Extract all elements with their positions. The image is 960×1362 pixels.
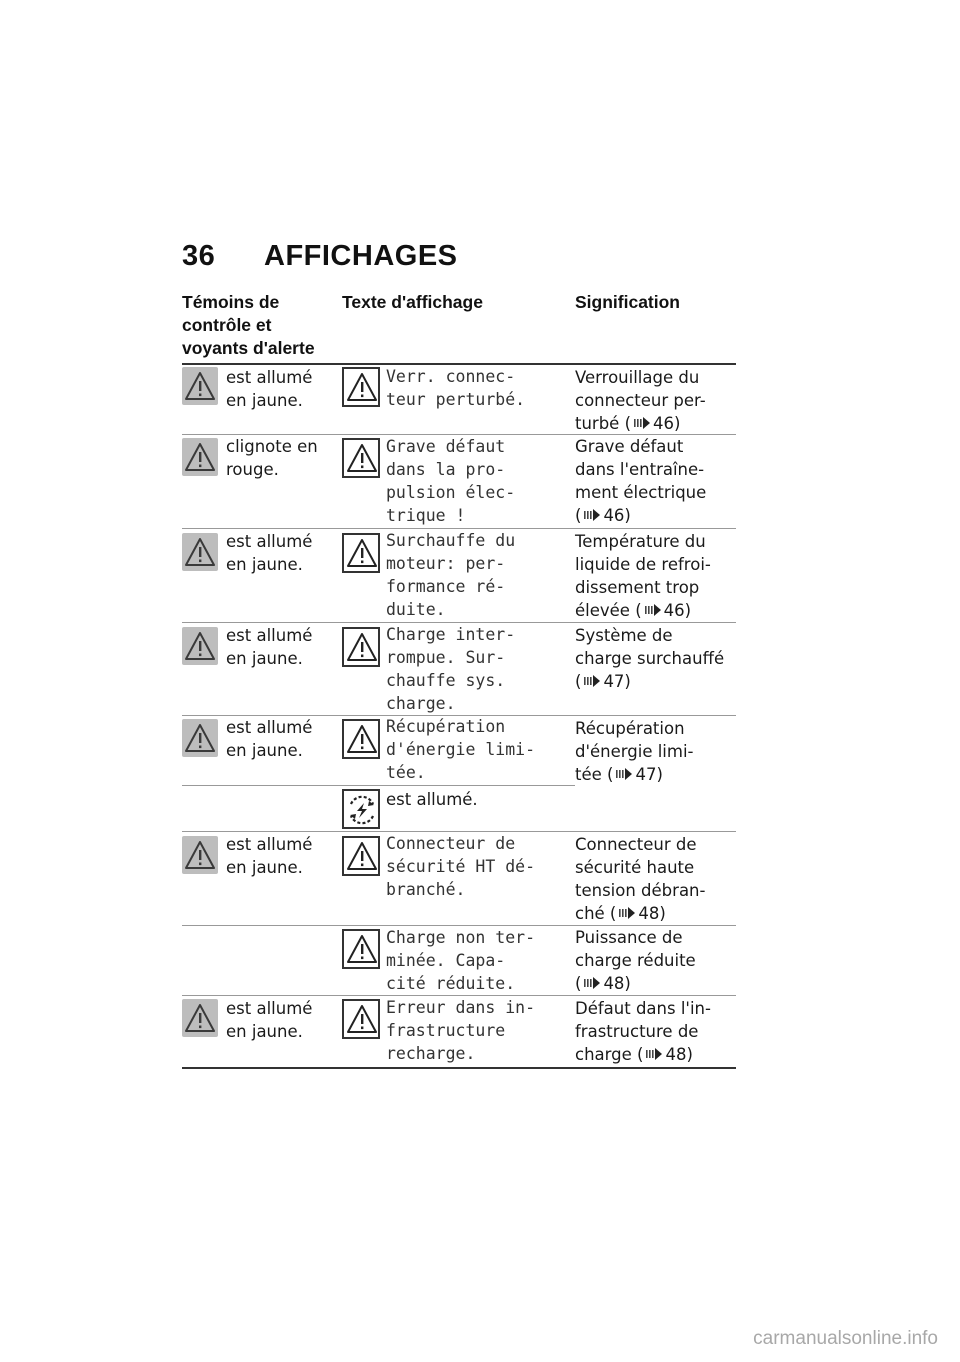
display-text: Surchauffe du moteur: per- formance ré- duite. — [386, 531, 516, 619]
display-text: Verr. connec- teur perturbé. — [386, 367, 526, 409]
warning-triangle-icon — [182, 627, 218, 665]
display-text: Erreur dans in- frastructure recharge. — [386, 998, 536, 1063]
page-reference-arrow-icon — [616, 767, 633, 781]
warning-triangle-icon — [182, 999, 218, 1037]
meaning: Puissance de charge réduite ( 48) — [575, 928, 696, 993]
warning-triangle-icon — [182, 533, 218, 571]
indicator-state: est allumé en jaune. — [226, 532, 313, 574]
column-heading-meaning: Signification — [575, 292, 680, 312]
warning-triangle-icon — [342, 999, 380, 1039]
page-reference-arrow-icon — [646, 1047, 663, 1061]
meaning: Défaut dans l'in- frastructure de charge ( 48) — [575, 999, 711, 1064]
indicator-state: est allumé en jaune. — [226, 718, 313, 760]
display-text: Charge non ter- minée. Capa- cité réduite. — [386, 928, 536, 993]
page-reference-arrow-icon — [645, 603, 662, 617]
meaning: Grave défaut dans l'entraîne- ment électrique ( 46) — [575, 437, 707, 525]
page-reference[interactable]: 47) — [603, 672, 631, 691]
watermark: carmanualsonline.info — [753, 1328, 938, 1349]
warning-triangle-icon — [182, 836, 218, 874]
page-title — [182, 240, 458, 273]
page-number: 36 — [182, 240, 216, 272]
column-heading-indicators: Témoins de contrôle et voyants d'alerte — [182, 292, 315, 358]
indicator-state: est allumé en jaune. — [226, 835, 313, 877]
meaning: Système de charge surchauffé ( 47) — [575, 626, 725, 691]
indicator-state: est allumé en jaune. — [226, 626, 313, 668]
warning-triangle-icon — [182, 438, 218, 476]
warning-triangle-icon — [342, 533, 380, 573]
indicator-state: clignote en rouge. — [226, 437, 318, 479]
warning-triangle-icon — [342, 367, 380, 407]
page-reference-arrow-icon — [584, 674, 601, 688]
page-reference-arrow-icon — [634, 416, 651, 430]
page-reference[interactable]: 48) — [603, 974, 631, 993]
indicator-state: est allumé en jaune. — [226, 368, 313, 410]
meaning: Température du liquide de refroi- dissement trop élevée ( 46) — [575, 532, 711, 620]
display-state: est allumé. — [386, 790, 478, 809]
page-reference[interactable]: 48) — [665, 1045, 693, 1064]
warning-triangle-icon — [342, 719, 380, 759]
indicator-state: est allumé en jaune. — [226, 999, 313, 1041]
meaning: Récupération d'énergie limi- tée ( 47) — [575, 719, 694, 784]
page-reference[interactable]: 46) — [653, 414, 681, 433]
warning-triangle-icon — [342, 929, 380, 969]
warning-triangle-icon — [182, 719, 218, 757]
page-reference-arrow-icon — [619, 906, 636, 920]
page-reference[interactable]: 46) — [663, 601, 692, 620]
column-heading-display-text: Texte d'affichage — [342, 292, 483, 312]
page-reference[interactable]: 47) — [635, 765, 663, 784]
recuperation-icon — [342, 789, 380, 829]
warning-triangle-icon — [342, 438, 380, 478]
section-title: AFFICHAGES — [264, 240, 458, 272]
page-reference[interactable]: 46) — [603, 506, 631, 525]
meaning: Connecteur de sécurité haute tension débran- ché ( 48) — [575, 835, 706, 923]
display-text: Charge inter- rompue. Sur- chauffe sys. charge. — [386, 625, 516, 713]
row-divider — [182, 785, 575, 786]
warning-triangle-icon — [182, 367, 218, 405]
page-reference-arrow-icon — [584, 976, 601, 990]
warning-triangle-icon — [342, 627, 380, 667]
meaning: Verrouillage du connecteur per- turbé ( 46) — [575, 368, 706, 433]
display-text: Grave défaut dans la pro- pulsion élec- trique ! — [386, 437, 516, 525]
warning-triangle-icon — [342, 836, 380, 876]
display-text: Récupération d'énergie limi- tée. — [386, 717, 536, 782]
display-text: Connecteur de sécurité HT dé- branché. — [386, 834, 536, 899]
table-bottom-rule — [182, 1067, 736, 1069]
page-reference[interactable]: 48) — [638, 904, 666, 923]
page-reference-arrow-icon — [584, 508, 601, 522]
